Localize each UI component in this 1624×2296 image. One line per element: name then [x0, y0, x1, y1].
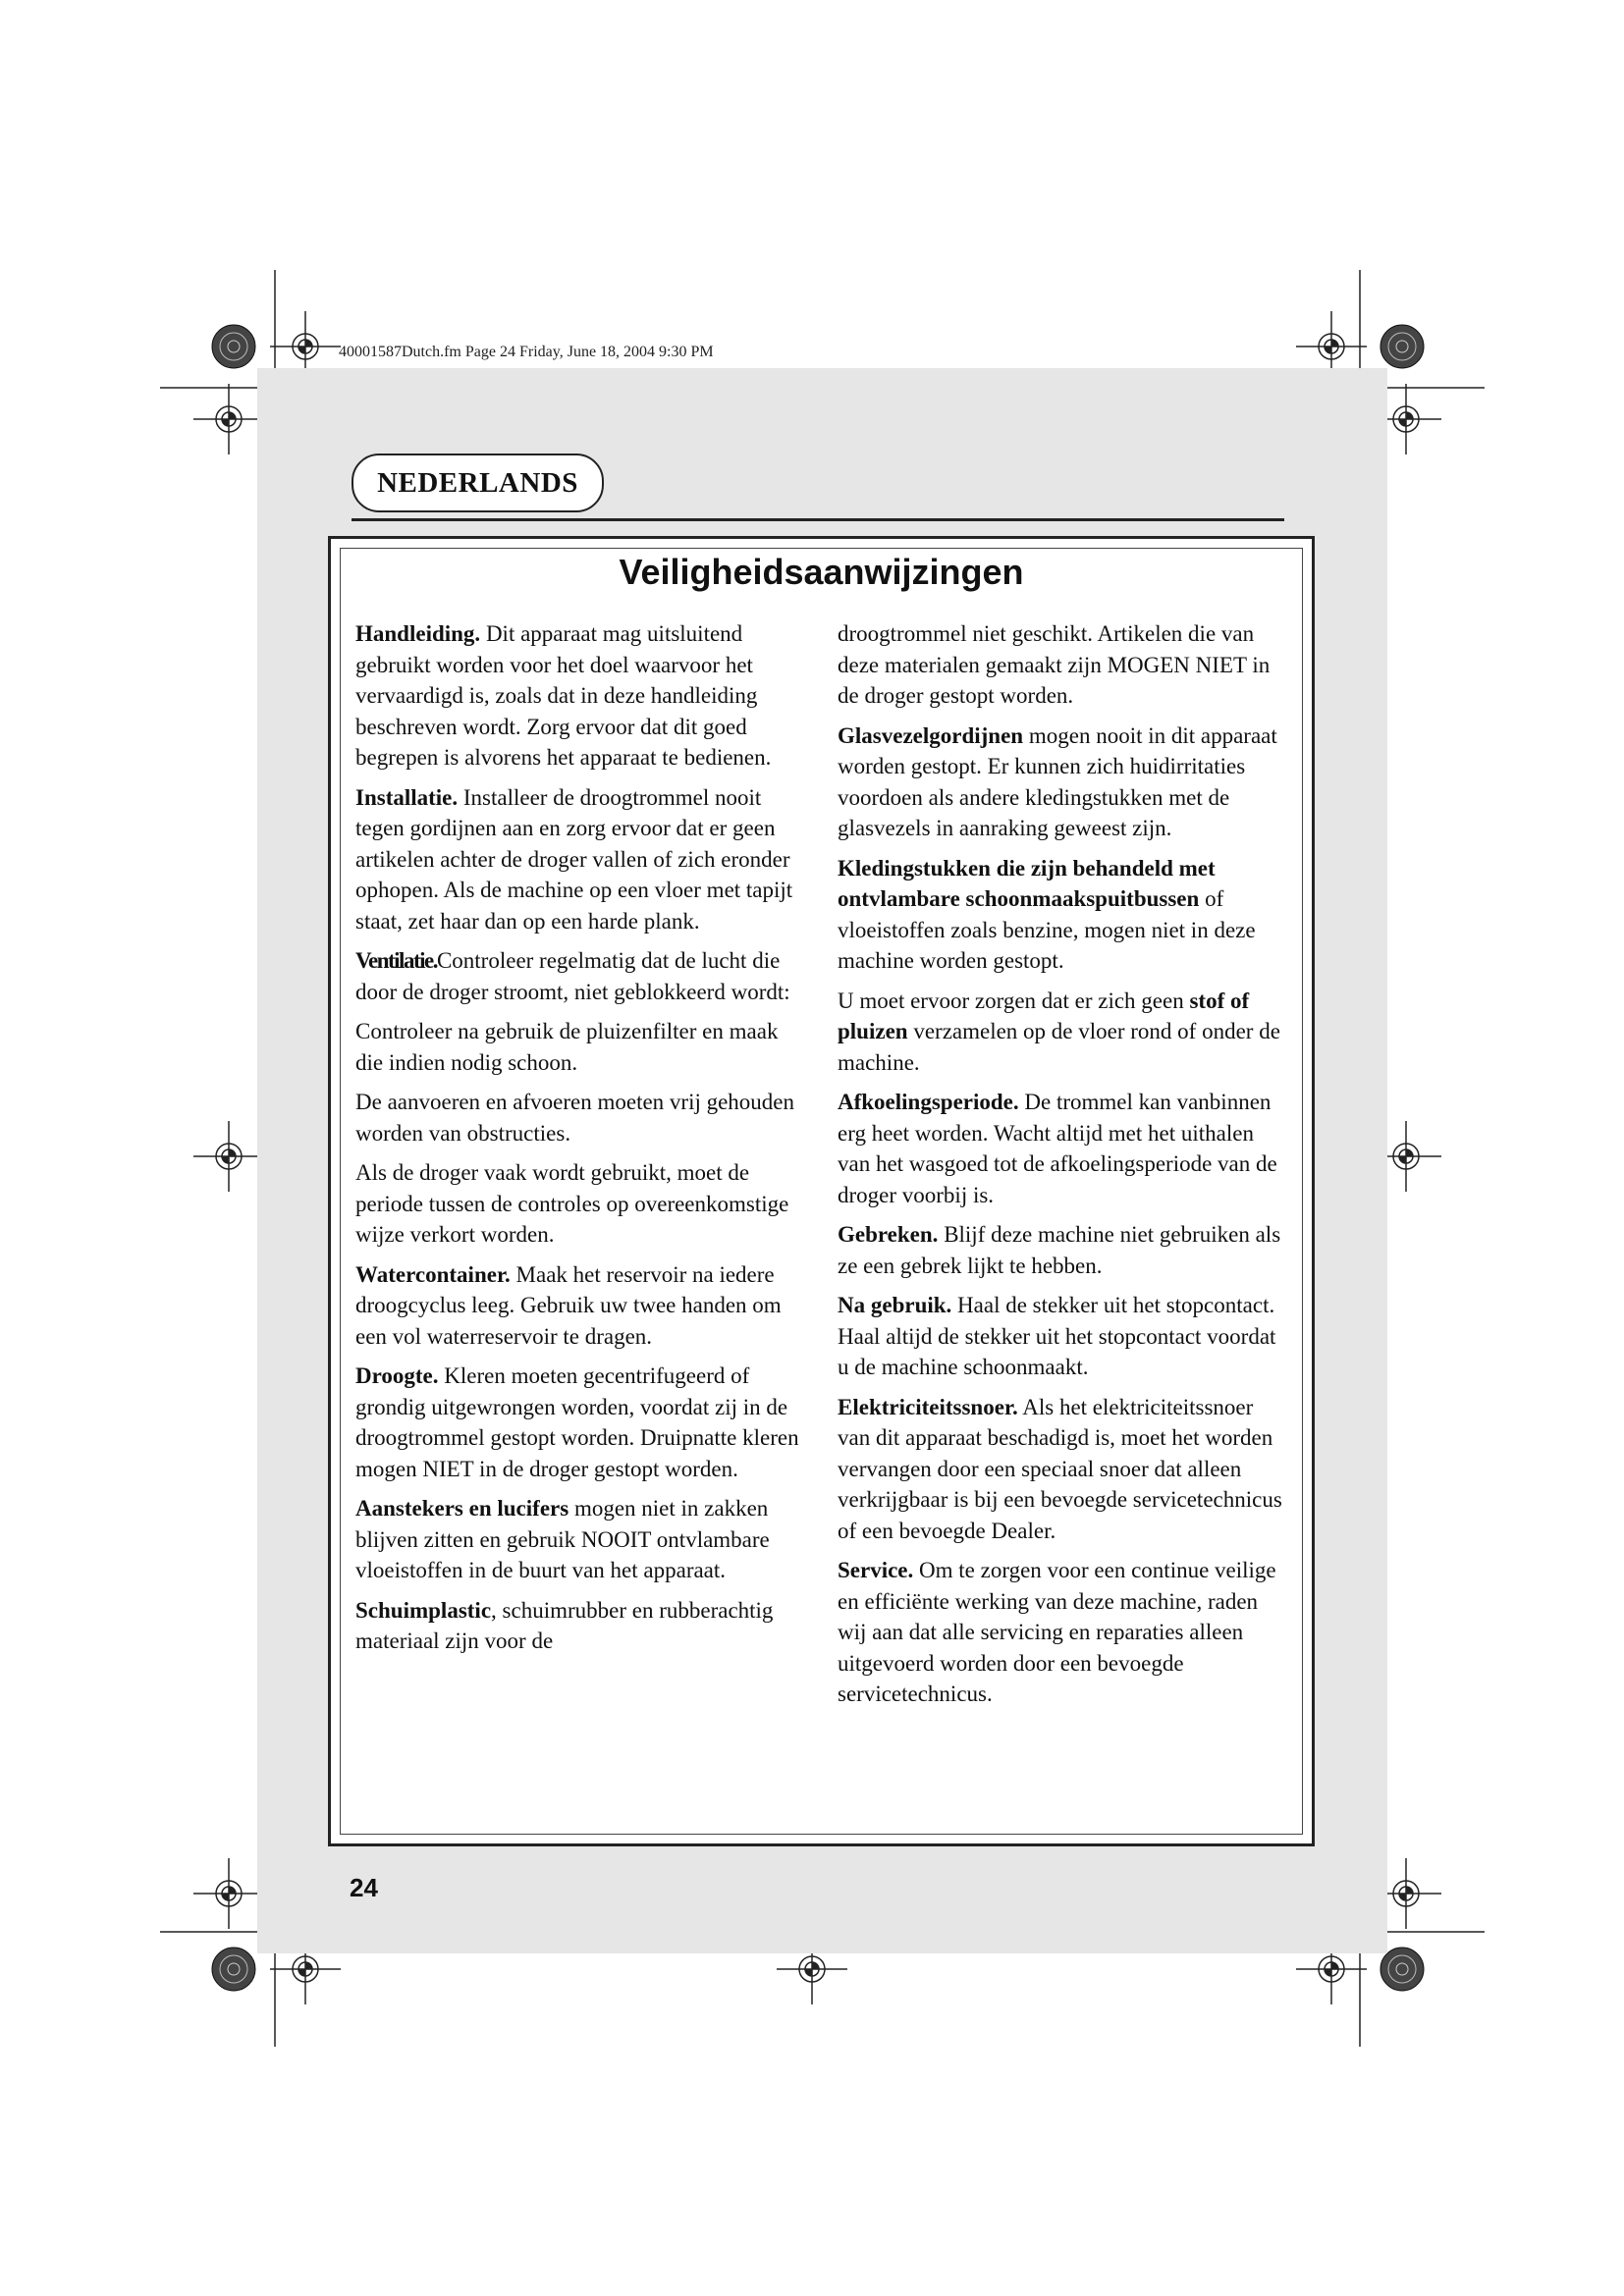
file-info-header: 40001587Dutch.fm Page 24 Friday, June 18, 2004 9:30 PM [339, 344, 714, 360]
paragraph: Als de droger vaak wordt gebruikt, moet de periode tussen de controles op overeenkomstige wijze verkort worden. [355, 1160, 789, 1247]
paragraph: Ventilatie.Controleer regelmatig dat de lucht die door de droger stroomt, niet geblokkeerd wordt: [355, 948, 790, 1004]
paragraph: Handleiding. Dit apparaat mag uitsluitend gebruikt worden voor het doel waarvoor het vervaardigd is, zoals dat in deze handleiding beschreven wordt. Zorg ervoor dat dit goed begrepen is alvorens het apparaat te bedienen. [355, 621, 772, 770]
registration-cross-icon [193, 1121, 264, 1192]
header-rule [352, 518, 1284, 521]
registration-cross-icon [193, 384, 264, 454]
paragraph: Kledingstukken die zijn behandeld met ontvlambare schoonmaakspuitbussen of vloeistoffen zoals benzine, mogen niet in deze machine worden gestopt. [838, 855, 1256, 973]
registration-star-icon [1380, 325, 1424, 368]
registration-star-icon [1380, 1948, 1424, 1991]
paragraph: Afkoelingsperiode. De trommel kan vanbinnen erg heet worden. Wacht altijd met het uithalen van het wasgoed tot de afkoelingsperiode van de droger voorbij is. [838, 1090, 1277, 1207]
registration-star-icon [212, 325, 255, 368]
registration-cross-icon [193, 1858, 264, 1929]
paragraph: droogtrommel niet geschikt. Artikelen die van deze materialen gemaakt zijn MOGEN NIET in de droger gestopt worden. [838, 621, 1271, 708]
paragraph: Elektriciteitssnoer. Als het elektriciteitssnoer van dit apparaat beschadigd is, moet het worden vervangen door een speciaal snoer dat alleen verkrijgbaar is bij een bevoegde servicetechnicus of een bevoegde Dealer. [838, 1394, 1282, 1543]
paragraph: Installatie. Installeer de droogtrommel nooit tegen gordijnen aan en zorg ervoor dat er geen artikelen achter de droger vallen of zich eronder ophopen. Als de machine op een vloer met tapijt staat, zet haar dan op een harde plank. [355, 784, 793, 934]
page-number: 24 [350, 1873, 378, 1902]
right-column [838, 618, 1289, 1719]
paragraph: Na gebruik. Haal de stekker uit het stopcontact. Haal altijd de stekker uit het stopcontact voordat u de machine schoonmaakt. [838, 1293, 1276, 1379]
paragraph: Droogte. Kleren moeten gecentrifugeerd of grondig uitgewrongen worden, voordat zij in de droogtrommel gestopt worden. Druipnatte kleren mogen NIET in de droger gestopt worden. [355, 1363, 799, 1481]
paragraph: De aanvoeren en afvoeren moeten vrij gehouden worden van obstructies. [355, 1090, 795, 1146]
registration-star-icon [212, 1948, 255, 1991]
language-tab: NEDERLANDS [352, 454, 604, 512]
section-title: Veiligheidsaanwijzingen [619, 552, 1024, 592]
left-column [355, 618, 809, 1666]
paragraph: Schuimplastic, schuimrubber en rubberachtig materiaal zijn voor de [355, 1597, 774, 1653]
paragraph: Glasvezelgordijnen mogen nooit in dit apparaat worden gestopt. Er kunnen zich huidirritaties voordoen als andere kledingstukken met de glasvezels in aanraking geweest zijn. [838, 722, 1277, 840]
paragraph: Controleer na gebruik de pluizenfilter en maak die indien nodig schoon. [355, 1019, 779, 1075]
paragraph: Watercontainer. Maak het reservoir na iedere droogcyclus leeg. Gebruik uw twee handen om een vol waterreservoir te dragen. [355, 1261, 782, 1349]
paragraph: Service. Om te zorgen voor een continue veilige en efficiënte werking van deze machine, raden wij aan dat alle servicing en reparaties alleen uitgevoerd worden door een bevoegde servicetechnicus. [838, 1558, 1276, 1706]
paragraph: Gebreken. Blijf deze machine niet gebruiken als ze een gebrek lijkt te hebben. [838, 1222, 1281, 1278]
paragraph: U moet ervoor zorgen dat er zich geen stof of pluizen verzamelen op de vloer rond of onder de machine. [838, 988, 1280, 1075]
paragraph: Aanstekers en lucifers mogen niet in zakken blijven zitten en gebruik NOOIT ontvlambare vloeistoffen in de buurt van het apparaat. [355, 1496, 770, 1582]
